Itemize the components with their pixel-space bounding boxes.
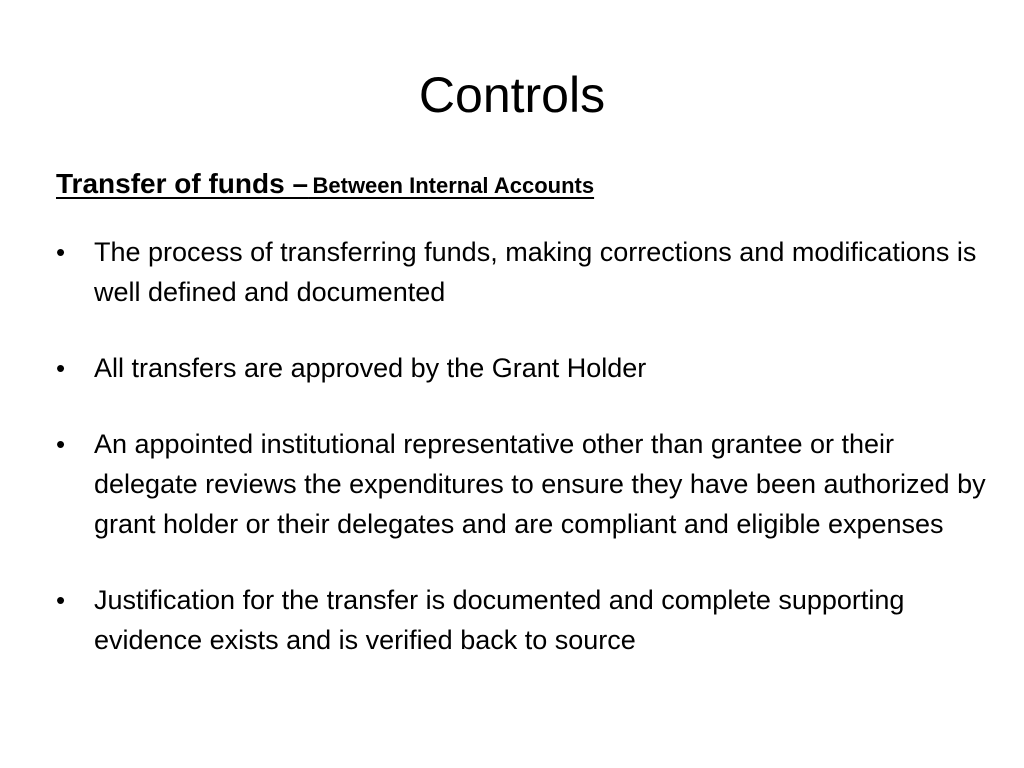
bullet-text: Justification for the transfer is documented and complete supporting evidence exists and is verified back to source	[94, 585, 905, 655]
bullet-marker: •	[56, 429, 66, 459]
bullet-marker: •	[56, 237, 66, 267]
bullet-text: All transfers are approved by the Grant Holder	[94, 353, 647, 383]
bullet-text: An appointed institutional representative other than grantee or their delegate reviews the expenditures to ensure they have been authorized by grant holder or their delegates and are compliant and eligible expenses	[94, 429, 986, 539]
bullet-item	[56, 424, 986, 544]
bullet-item	[56, 580, 986, 660]
bullet-text: The process of transferring funds, making corrections and modifications is well defined and documented	[94, 237, 977, 307]
bullet-list	[56, 232, 986, 696]
slide-subtitle	[56, 164, 594, 209]
bullet-marker: •	[56, 353, 66, 383]
bullet-item	[56, 232, 986, 312]
bullet-marker: •	[56, 585, 66, 615]
bullet-item	[56, 348, 986, 388]
subtitle-main: Transfer of funds –	[56, 168, 309, 199]
subtitle-sub: Between Internal Accounts	[312, 173, 595, 198]
slide-title: Controls	[418, 67, 606, 123]
